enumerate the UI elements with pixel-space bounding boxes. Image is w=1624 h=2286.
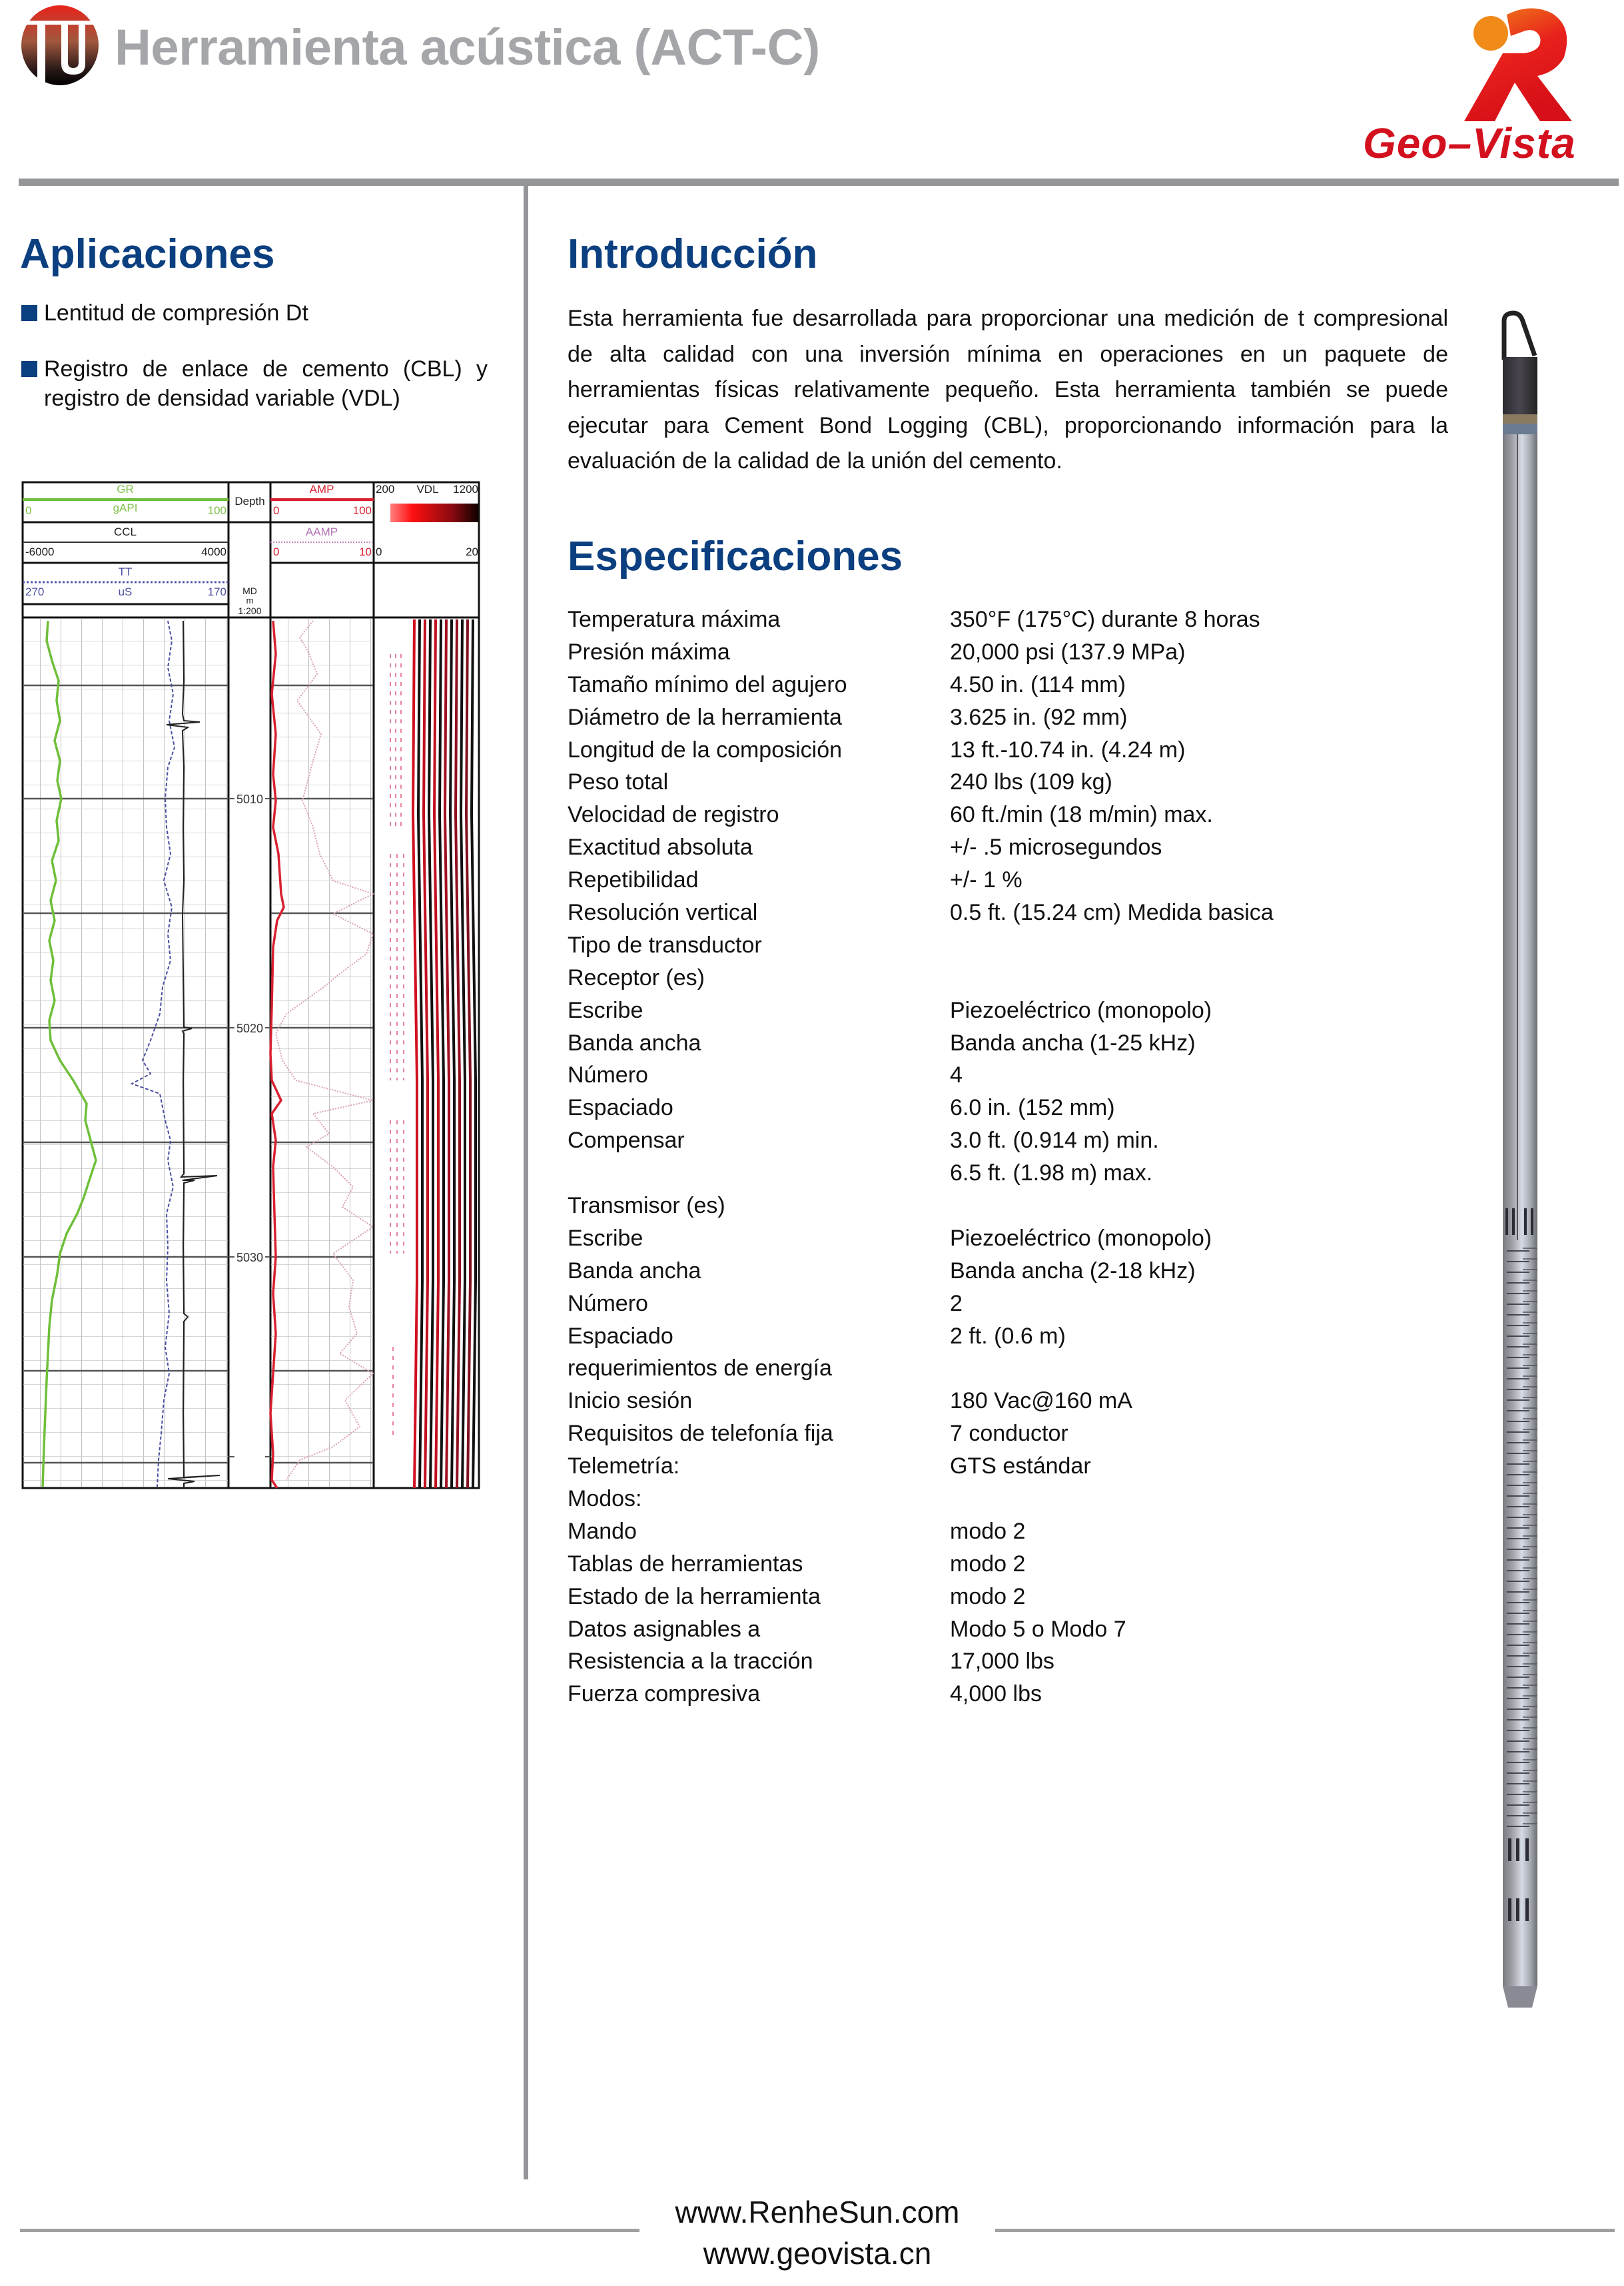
applications-list [21, 298, 488, 440]
depth-label: 5030 [236, 1251, 264, 1264]
spec-row: Velocidad de registro 60 ft./min (18 m/min) max. [568, 802, 1213, 828]
spec-row: Inicio sesión 180 Vac@160 mA [568, 1388, 1132, 1414]
specifications-table [568, 603, 1367, 1711]
geovista-website-link[interactable]: www.geovista.cn [703, 2236, 932, 2271]
introduction-body: Esta herramienta fue desarrollada para proporcionar una medición de t compresional de alta calidad con una inversión mínima en operaciones en un paquete de herramientas físicas relativamente pequeño. Esta herramienta también se puede ejecutar para Cement Bond Logging (CBL), proporcionando información para la evaluación de la calidad de la unión del cemento. [568, 306, 1448, 474]
spec-row: Datos asignables a Modo 5 o Modo 7 [568, 1616, 1126, 1642]
spec-row: Compensar 3.0 ft. (0.914 m) min. [568, 1128, 1159, 1154]
spec-row: Tablas de herramientas modo 2 [568, 1551, 1026, 1577]
spec-row: Tipo de transductor [568, 932, 762, 958]
amp-track-label: AMP [309, 483, 334, 496]
svg-text:1:200: 1:200 [238, 605, 262, 616]
aamp-track-label: AAMP [305, 526, 338, 538]
application-item [21, 354, 488, 413]
spec-row: Requisitos de telefonía fija 7 conductor [568, 1421, 1068, 1447]
applications-heading: Aplicaciones [20, 231, 275, 277]
svg-text:MD: MD [242, 585, 257, 596]
geovista-logo-text: Geo–Vista [1363, 119, 1576, 167]
spec-row: Presión máxima 20,000 psi (137.9 MPa) [568, 639, 1186, 665]
svg-text:0: 0 [273, 504, 280, 517]
spec-row: Banda ancha Banda ancha (2-18 kHz) [568, 1258, 1196, 1284]
application-label: Lentitud de compresión Dt [44, 300, 308, 326]
spec-row: Resistencia a la tracción 17,000 lbs [568, 1649, 1054, 1675]
footer-divider-left [20, 2229, 639, 2232]
spec-row: Longitud de la composición 13 ft.-10.74 in. (4.24 m) [568, 737, 1186, 763]
spec-row: 6.5 ft. (1.98 m) max. [950, 1160, 1153, 1186]
spec-row: Transmisor (es) [568, 1192, 725, 1218]
svg-text:gAPI: gAPI [113, 502, 138, 514]
svg-text:uS: uS [118, 585, 133, 598]
spec-row: Telemetría: GTS estándar [568, 1453, 1091, 1479]
renhesun-logo-icon [20, 3, 100, 85]
spec-row: Resolución vertical 0.5 ft. (15.24 cm) Medida basica [568, 899, 1274, 925]
square-bullet-icon [21, 305, 37, 321]
ccl-track-label: CCL [113, 526, 137, 538]
spec-row: Mando modo 2 [568, 1518, 1026, 1544]
column-divider [524, 183, 528, 2179]
spec-row: Tamaño mínimo del agujero 4.50 in. (114 mm) [568, 671, 1126, 697]
depth-label: 5020 [236, 1022, 264, 1035]
spec-row: Número 4 [568, 1062, 963, 1088]
svg-text:0: 0 [25, 504, 32, 517]
spec-row: requerimientos de energía [568, 1355, 832, 1381]
spec-row: Exactitud absoluta +/- .5 microsegundos [568, 835, 1162, 861]
svg-text:270: 270 [25, 585, 45, 598]
spec-row: Banda ancha Banda ancha (1-25 kHz) [568, 1030, 1196, 1056]
svg-text:200: 200 [376, 483, 395, 496]
svg-text:20: 20 [466, 546, 478, 558]
svg-text:170: 170 [207, 585, 226, 598]
svg-text:m: m [246, 595, 254, 605]
vdl-track-label: VDL [416, 483, 439, 496]
spec-row: Temperatura máxima 350°F (175°C) durante 8 horas [568, 606, 1260, 632]
application-label: Registro de enlace de cemento (CBL) y registro de densidad variable (VDL) [44, 356, 488, 411]
spec-row: Repetibilidad +/- 1 % [568, 867, 1022, 893]
cbl-vdl-log-chart [20, 481, 484, 1491]
spec-row: Modos: [568, 1485, 642, 1511]
spec-row: Escribe Piezoeléctrico (monopolo) [568, 997, 1212, 1023]
svg-text:4000: 4000 [201, 546, 226, 558]
depth-label: 5010 [236, 793, 264, 806]
spec-row: Peso total 240 lbs (109 kg) [568, 769, 1112, 795]
spec-row: Fuerza compresiva 4,000 lbs [568, 1681, 1042, 1707]
page-title: Herramienta acústica (ACT-C) [115, 19, 820, 76]
spec-row: Escribe Piezoeléctrico (monopolo) [568, 1225, 1212, 1251]
spec-row: Espaciado 2 ft. (0.6 m) [568, 1323, 1066, 1349]
tt-track-label: TT [118, 566, 133, 578]
gr-track-label: GR [117, 483, 134, 496]
svg-text:10: 10 [359, 546, 372, 558]
acoustic-tool-image [1499, 308, 1545, 2013]
spec-row: Receptor (es) [568, 964, 705, 990]
square-bullet-icon [21, 361, 37, 377]
svg-text:1200: 1200 [453, 483, 478, 496]
svg-text:100: 100 [352, 504, 372, 517]
spec-row: Espaciado 6.0 in. (152 mm) [568, 1095, 1115, 1121]
spec-row: Diámetro de la herramienta 3.625 in. (92 mm) [568, 704, 1128, 730]
depth-track-label: Depth [234, 495, 265, 508]
spec-row: Número 2 [568, 1290, 963, 1316]
renhesun-website-link[interactable]: www.RenheSun.com [675, 2195, 960, 2229]
introduction-heading: Introducción [568, 231, 818, 277]
svg-text:0: 0 [273, 546, 280, 558]
svg-text:100: 100 [207, 504, 226, 517]
svg-text:-6000: -6000 [25, 546, 55, 558]
svg-text:0: 0 [376, 546, 382, 558]
spec-row: Estado de la herramienta modo 2 [568, 1583, 1026, 1609]
footer-divider-right [995, 2229, 1615, 2232]
application-item [21, 298, 488, 328]
specifications-heading: Especificaciones [568, 534, 903, 579]
header-divider [19, 179, 1619, 186]
